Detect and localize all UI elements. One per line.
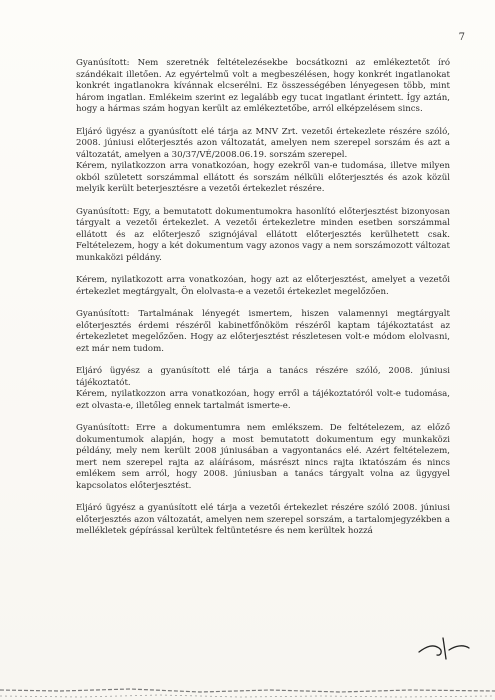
paragraph-prosecutor-question-1: Eljáró ügyész a gyanúsított elé tárja az MNV Zrt. vezetői értekezlete részére szóló, 2008. júniusi előterjesztés azon változatát, amelyen nem szerepel sorszám és azt a változatát, amelyen a 30/37/VÉ/2008.06.19. sorszám szerepel. Kérem, nyilatkozzon arra vonatkozóan, hogy ezekről van-e tudomása, illetve milyen okból született sorszámmal ellátott és sorszám nélküli előterjesztés és azok közül melyik került beterjesztésre a vezetői értekezlet részére.	[76, 126, 450, 194]
page-number: 7	[458, 32, 465, 43]
paragraph-prosecutor-question-2: Kérem, nyilatkozott arra vonatkozóan, hogy azt az előterjesztést, amelyet a vezetői értekezlet megtárgyalt, Ön elolvasta-e a vezetői értekezlet megelőzően.	[76, 275, 450, 297]
paragraph-suspect-statement-1: Gyanúsított: Nem szeretnék feltételezésekbe bocsátkozni az emlékeztetőt író szándékait illetően. Az egyértelmű volt a megbeszélésen, hogy konkrét ingatlanokat konkrét ingatlanokra kívánnak elcserélni. Ez összességében lényegesen több, mint három ingatlan. Emlékeim szerint ez legalább egy tucat ingatlant érintett. Így aztán, hogy a hármas szám hogyan került az emlékeztetőbe, arról elképzelésem sincs.	[76, 58, 450, 114]
paragraph-suspect-statement-4: Gyanúsított: Erre a dokumentumra nem emlékszem. De feltételezem, az előző dokumentumok alapján, hogy a most bemutatott dokumentum egy munkaközi példány, mely nem került 2008 júniusában a vagyontanács elé. Azért feltételezem, mert nem szerepel rajta az aláírásom, másrészt nincs rajta iktatószám és nincs emlékem sem arról, hogy 2008. júniusban a tanács tárgyalt volna az ügygyel kapcsolatos előterjesztést.	[76, 423, 450, 491]
paragraph-prosecutor-question-4: Eljáró ügyész a gyanúsított elé tárja a vezetői értekezlet részére szóló 2008. júniusi előterjesztés azon változatát, amelyen nem szerepel sorszám, a tartalomjegyzékben a mellékletek gépírással kerültek feltüntetésre és nem kerültek hozzá	[76, 503, 450, 536]
paragraph-prosecutor-question-3: Eljáró ügyész a gyanúsított elé tárja a tanács részére szóló, 2008. júniusi tájékoztatót. Kérem, nyilatkozzon arra vonatkozóan, hogy erről a tájékoztatóról volt-e tudomása, ezt olvasta-e, illetőleg ennek tartalmát ismerte-e.	[76, 366, 450, 411]
handwritten-signature	[413, 632, 473, 662]
paragraph-suspect-statement-2: Gyanúsított: Egy, a bemutatott dokumentumokra hasonlító előterjesztést bizonyosan tárgyalt a vezetői értekezlet. A vezetői értekezletre minden esetben sorszámmal ellátott és az előterjesző szignójával ellátott előterjesztés kerülhetett csak. Feltételezem, hogy a két dokumentum vagy azonos vagy a nem sorszámozott változat munkaközi példány.	[76, 206, 450, 263]
scan-bottom-edge	[0, 684, 495, 700]
paragraph-suspect-statement-3: Gyanúsított: Tartalmának lényegét ismertem, hiszen valamennyi megtárgyalt előterjesztés érdemi részéről kabinetfőnököm részéről kaptam tájékoztatást az értekezletet megelőzően. Hogy az előterjesztést részletesen volt-e módom elolvasni, ezt már nem tudom.	[76, 309, 450, 354]
document-body	[76, 58, 450, 549]
